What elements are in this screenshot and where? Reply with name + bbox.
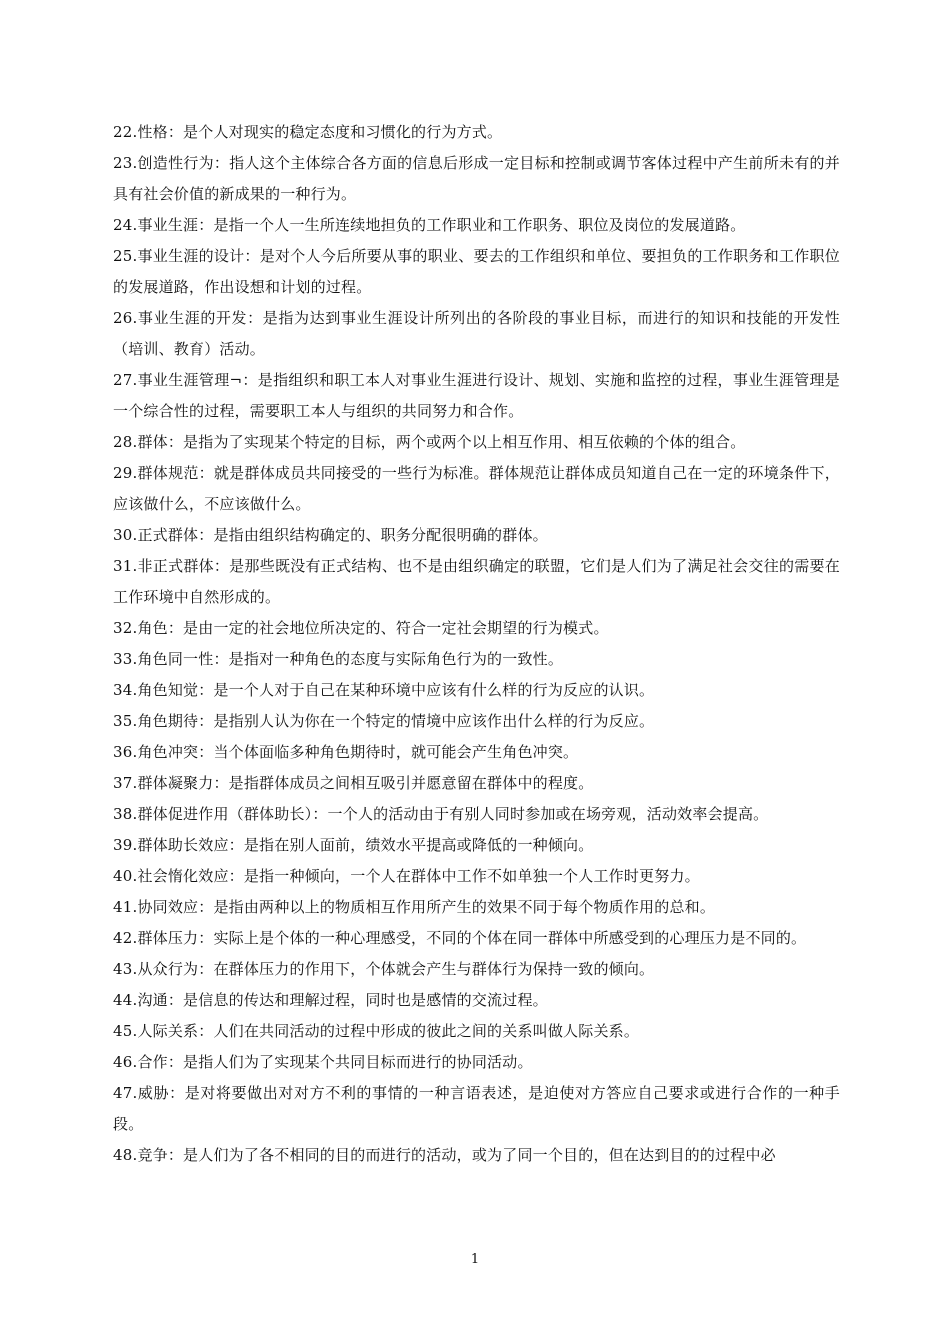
definition-paragraph: 45.人际关系：人们在共同活动的过程中形成的彼此之间的关系叫做人际关系。	[113, 1022, 640, 1040]
definition-paragraph: 24.事业生涯：是指一个人一生所连续地担负的工作职业和工作职务、职位及岗位的发展道路。	[113, 216, 746, 234]
definition-paragraph: 39.群体助长效应：是指在别人面前，绩效水平提高或降低的一种倾向。	[113, 836, 594, 854]
definition-paragraph: 36.角色冲突：当个体面临多种角色期待时，就可能会产生角色冲突。	[113, 743, 579, 761]
definition-paragraph: 31.非正式群体：是那些既没有正式结构、也不是由组织确定的联盟，它们是人们为了满足社会交往的需要在工作环境中自然形成的。	[113, 557, 840, 606]
definition-paragraph: 32.角色：是由一定的社会地位所决定的、符合一定社会期望的行为模式。	[113, 619, 609, 637]
definition-paragraph: 22.性格：是个人对现实的稳定态度和习惯化的行为方式。	[113, 123, 503, 141]
definition-paragraph: 27.事业生涯管理¬：是指组织和职工本人对事业生涯进行设计、规划、实施和监控的过程，事业生涯管理是一个综合性的过程，需要职工本人与组织的共同努力和合作。	[113, 371, 840, 420]
definition-paragraph: 35.角色期待：是指别人认为你在一个特定的情境中应该作出什么样的行为反应。	[113, 712, 655, 730]
definition-paragraph: 41.协同效应：是指由两种以上的物质相互作用所产生的效果不同于每个物质作用的总和。	[113, 898, 716, 916]
page-number: 1	[470, 1252, 480, 1267]
definition-paragraph: 47.威胁：是对将要做出对对方不利的事情的一种言语表述，是迫使对方答应自己要求或进行合作的一种手段。	[113, 1084, 840, 1133]
definition-paragraph: 30.正式群体：是指由组织结构确定的、职务分配很明确的群体。	[113, 526, 548, 544]
document-body	[113, 117, 840, 1171]
definition-paragraph: 40.社会惰化效应：是指一种倾向，一个人在群体中工作不如单独一个人工作时更努力。	[113, 867, 700, 885]
definition-paragraph: 43.从众行为：在群体压力的作用下，个体就会产生与群体行为保持一致的倾向。	[113, 960, 655, 978]
definition-paragraph: 38.群体促进作用（群体助长）：一个人的活动由于有别人同时参加或在场旁观，活动效率会提高。	[113, 805, 769, 823]
definition-paragraph: 25.事业生涯的设计：是对个人今后所要从事的职业、要去的工作组织和单位、要担负的工作职务和工作职位的发展道路，作出设想和计划的过程。	[113, 247, 840, 296]
definition-paragraph: 26.事业生涯的开发：是指为达到事业生涯设计所列出的各阶段的事业目标，而进行的知识和技能的开发性（培训、教育）活动。	[113, 309, 840, 358]
definition-paragraph: 44.沟通：是信息的传达和理解过程，同时也是感情的交流过程。	[113, 991, 548, 1009]
definition-paragraph: 42.群体压力：实际上是个体的一种心理感受，不同的个体在同一群体中所感受到的心理压力是不同的。	[113, 929, 807, 947]
definition-paragraph: 33.角色同一性：是指对一种角色的态度与实际角色行为的一致性。	[113, 650, 564, 668]
definition-paragraph: 37.群体凝聚力：是指群体成员之间相互吸引并愿意留在群体中的程度。	[113, 774, 594, 792]
definition-paragraph: 28.群体：是指为了实现某个特定的目标，两个或两个以上相互作用、相互依赖的个体的组合。	[113, 433, 746, 451]
definition-paragraph: 23.创造性行为：指人这个主体综合各方面的信息后形成一定目标和控制或调节客体过程中产生前所未有的并具有社会价值的新成果的一种行为。	[113, 154, 840, 203]
definition-paragraph: 48.竞争：是人们为了各不相同的目的而进行的活动，或为了同一个目的，但在达到目的的过程中必	[113, 1146, 776, 1164]
definition-paragraph: 34.角色知觉：是一个人对于自己在某种环境中应该有什么样的行为反应的认识。	[113, 681, 655, 699]
definition-paragraph: 46.合作：是指人们为了实现某个共同目标而进行的协同活动。	[113, 1053, 533, 1071]
definition-paragraph: 29.群体规范：就是群体成员共同接受的一些行为标准。群体规范让群体成员知道自己在一定的环境条件下，应该做什么，不应该做什么。	[113, 464, 840, 513]
